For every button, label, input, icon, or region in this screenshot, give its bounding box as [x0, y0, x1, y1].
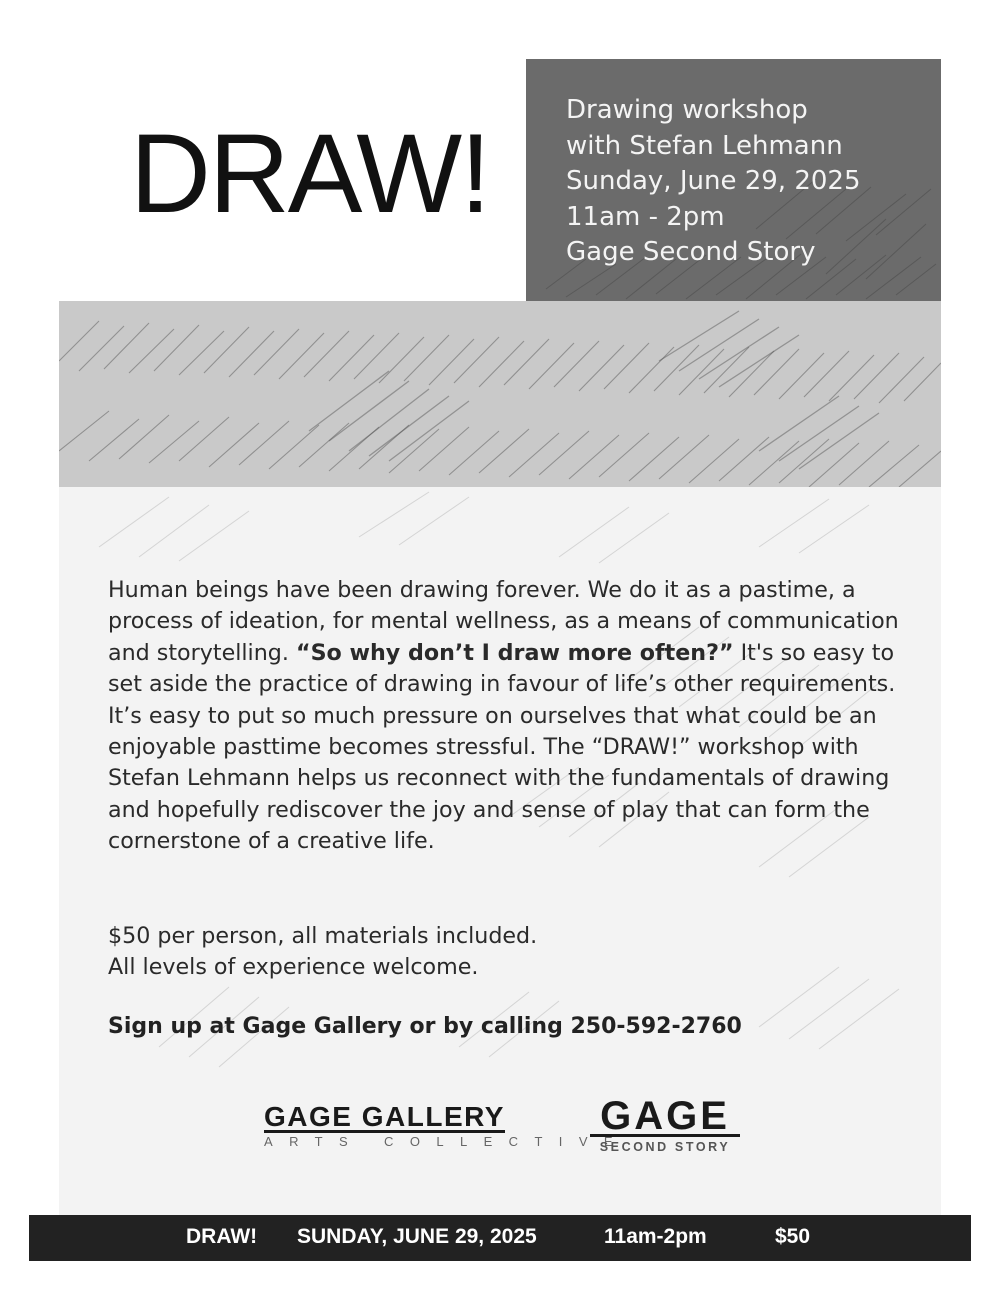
- gage-second-story-logo-name: GAGE: [590, 1098, 740, 1137]
- event-info-lines: [566, 93, 860, 271]
- event-info-line: Sunday, June 29, 2025: [566, 166, 861, 196]
- pencil-texture-band: [59, 301, 941, 487]
- signup-line: Sign up at Gage Gallery or by calling 250-592-2760: [108, 1014, 742, 1039]
- gage-gallery-logo-sub: ARTS COLLECTIVE: [264, 1134, 629, 1149]
- pencil-scribble-texture: [59, 301, 941, 487]
- event-info-box: [526, 59, 941, 301]
- description-part-2: It's so easy to set aside the practice of drawing in favour of life’s other requirements. It’s easy to put so much pressure on ourselves that what could be an enjoyable pasttime becomes stressful. The “DRAW!” workshop with Stefan Lehmann helps us reconnect with the fundamentals of drawing and hopefully rediscover the joy and sense of play that can form the cornerstone of a creative life.: [108, 639, 896, 855]
- poster-title: DRAW!: [130, 111, 490, 236]
- footer-title: DRAW!: [186, 1225, 258, 1248]
- footer-price: $50: [775, 1225, 811, 1248]
- gage-gallery-logo: [264, 1101, 629, 1149]
- event-info-line: Drawing workshop: [566, 95, 808, 125]
- footer-date: SUNDAY, JUNE 29, 2025: [297, 1225, 537, 1248]
- event-info-line: 11am - 2pm: [566, 201, 725, 232]
- price-line: $50 per person, all materials included.: [108, 923, 538, 949]
- pricing-info: [108, 921, 537, 984]
- footer-bar: [29, 1215, 971, 1261]
- description-text: [108, 575, 908, 858]
- gage-second-story-logo: [590, 1094, 740, 1154]
- footer-time: 11am-2pm: [604, 1225, 707, 1248]
- gage-gallery-logo-name: GAGE GALLERY: [264, 1101, 505, 1132]
- levels-line: All levels of experience welcome.: [108, 954, 479, 981]
- description-part-1: Human beings have been drawing forever. We do it as a pastime, a process of ideation, for mental wellness, as a means of communication and storytelling.: [108, 577, 899, 666]
- description-paragraph: [108, 575, 908, 858]
- event-info-line: Gage Second Story: [566, 237, 816, 267]
- event-info-line: with Stefan Lehmann: [566, 130, 843, 161]
- description-quote: “So why don’t I draw more often?”: [295, 639, 734, 666]
- gage-second-story-logo-sub: SECOND STORY: [599, 1140, 731, 1154]
